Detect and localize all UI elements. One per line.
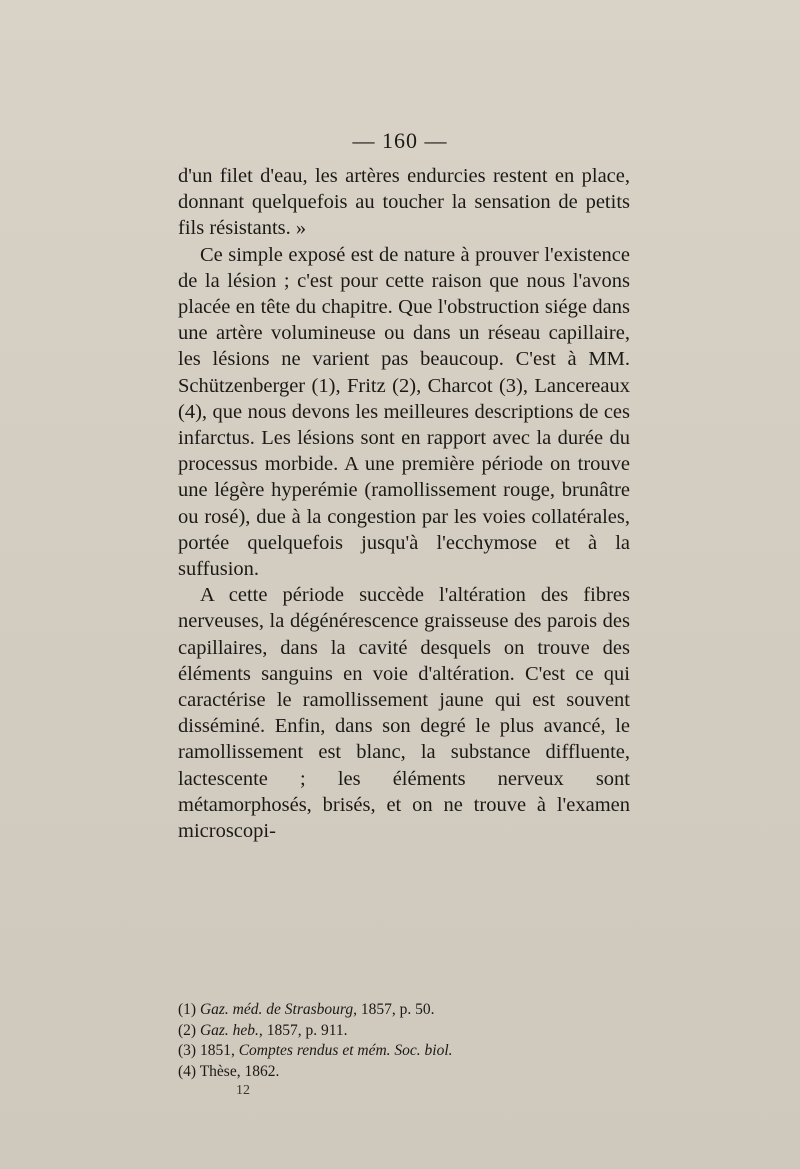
- page-number: — 160 —: [352, 128, 448, 153]
- footnote-2: [178, 1021, 630, 1042]
- footnote-rest: 1857, p. 50.: [356, 1001, 435, 1018]
- footnote-source: 1851,: [199, 1042, 239, 1059]
- signature-mark: 12: [236, 1083, 250, 1098]
- footnote-source: Gaz. heb.,: [199, 1021, 263, 1039]
- footnote-1: [178, 1000, 630, 1021]
- body-text: [178, 163, 630, 844]
- paragraph-3: A cette période succède l'altération des fibres nerveuses, la dégénérescence graisseuse des parois des capillaires, dans la cavité desquels on trouve des éléments sanguins en voie d'altération. C'est ce qui caractérise le ramollissement jaune qui est souvent disséminé. Enfin, dans son degré le plus avancé, le ramollissement est blanc, la substance diffluente, lactescente ; les éléments nerveux sont métamorphosés, brisés, et on ne trouve à l'examen microscopi-: [178, 584, 630, 843]
- footnote-source: Thèse, 1862.: [199, 1062, 280, 1080]
- paragraph-1: d'un filet d'eau, les artères endurcies restent en place, donnant quelquefois au toucher la sensation de petits fils résistants. »: [178, 165, 630, 240]
- footnote-number: (4): [178, 1062, 197, 1080]
- footnotes: [178, 1000, 630, 1082]
- footnote-rest: Comptes rendus et mém. Soc. biol.: [238, 1042, 453, 1059]
- footnote-3: [178, 1041, 630, 1062]
- paragraph-2: Ce simple exposé est de nature à prouver l'existence de la lésion ; c'est pour cette raison que nous l'avons placée en tête du chapitre. Que l'obstruction siége dans une artère volumineuse ou dans un réseau capillaire, les lésions ne varient pas beaucoup. C'est à MM. Schützenberger (1), Fritz (2), Charcot (3), Lancereaux (4), que nous devons les meilleures descriptions de ces infarctus. Les lésions sont en rapport avec la durée du processus morbide. A une première période on trouve une légère hyperémie (ramollissement rouge, brunâtre ou rosé), due à la congestion par les voies collatérales, portée quelquefois jusqu'à l'ecchymose et à la suffusion.: [178, 243, 630, 581]
- footnote-4: [178, 1062, 630, 1083]
- footnote-number: (1): [178, 1001, 197, 1018]
- footnote-number: (2): [178, 1021, 197, 1039]
- footnote-number: (3): [178, 1042, 197, 1059]
- footnote-rest: 1857, p. 911.: [262, 1021, 348, 1039]
- footnote-source: Gaz. méd. de Strasbourg,: [199, 1001, 357, 1018]
